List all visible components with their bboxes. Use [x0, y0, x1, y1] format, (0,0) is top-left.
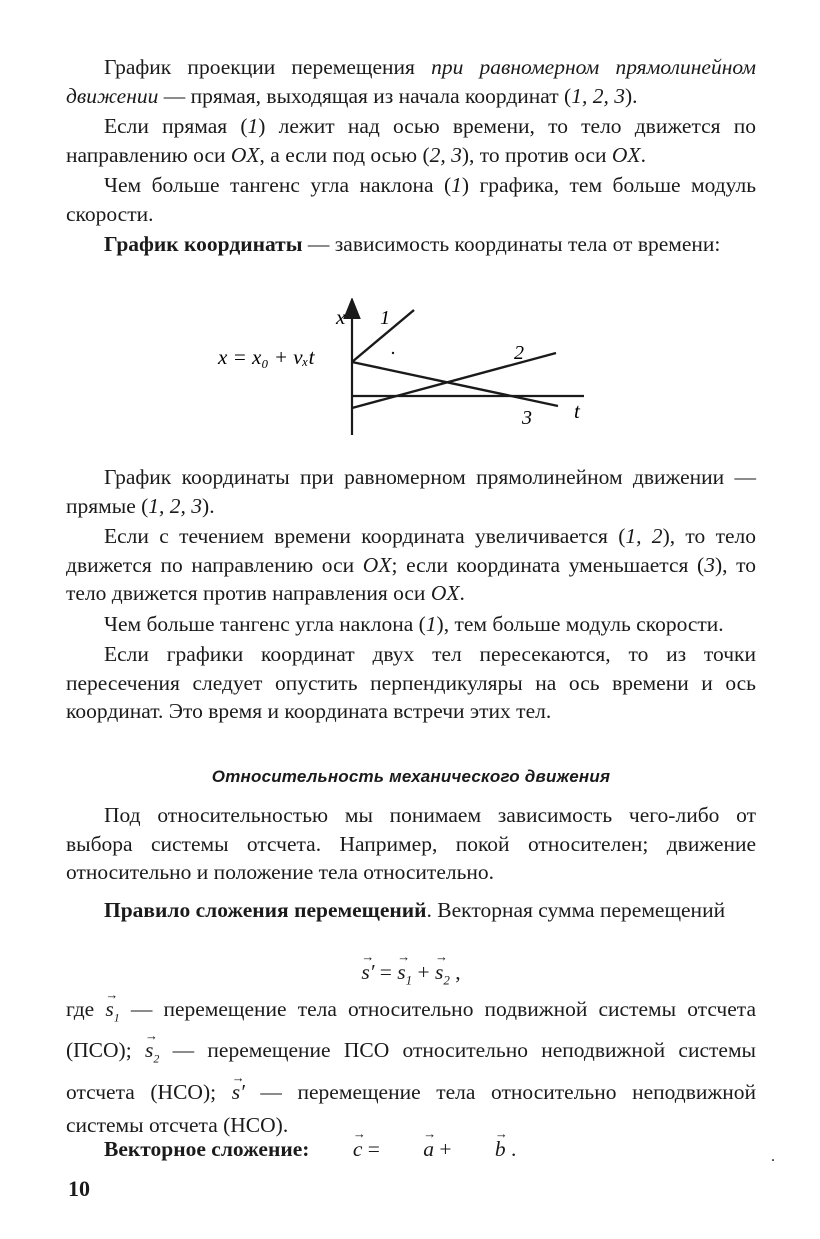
section-heading: Относительность механического движения [211, 767, 611, 786]
paragraph-coordinate-increase: Если с течением времени координата увеличивается (1, 2), то тело движется по направлению оси OX; если координата уменьшается (3), то тело движется против направления оси OX. [66, 524, 757, 605]
graph-equation: x = x₀ + vₓt [218, 345, 315, 369]
coordinate-time-graph [200, 298, 600, 448]
stray-dot: . [771, 1148, 775, 1165]
axis-label-t: t [574, 399, 580, 423]
text-block-vector-addition [66, 1135, 756, 1164]
paragraph-displacement-graph: График проекции перемещения при равномерном прямолинейном движении — прямая, выходящая из начала координат (1, 2, 3). [66, 55, 757, 108]
paragraph-line-above-axis: Если прямая (1) лежит над осью времени, то тело движется по направлению оси OX, а если под осью (2, 3), то против оси OX. [66, 114, 756, 167]
axis-label-x: x [336, 305, 346, 329]
graph-dot [392, 352, 394, 354]
page-number: 10 [68, 1176, 90, 1201]
formula-displacement-sum: → s′ = → $s_1$ + → $s_2$ , [66, 958, 756, 995]
paragraph-vector-addition: Векторное сложение: → c = → a + → b . [66, 1135, 756, 1164]
line-label-2: 2 [514, 342, 524, 364]
line-label-3: 3 [522, 407, 532, 429]
paragraph-addition-rule: Правило сложения перемещений. Векторная сумма перемещений [104, 898, 726, 922]
paragraph-coordinate-lines: График координаты при равномерном прямолинейном движении — прямые (1, 2, 3). [66, 465, 756, 518]
paragraph-where: где → $s_1$ — перемещение тела относительно подвижной системы отсчета (ПСО); → $s_2$ — перемещение ПСО относительно неподвижной системы отсчета (НСО); → s′ — перемещение тела относительно неподвижной системы отсчета (НСО). [66, 993, 756, 1142]
line-label-1: 1 [380, 307, 390, 329]
text-block-relativity [66, 801, 756, 887]
paragraph-intersection: Если графики координат двух тел пересекаются, то из точки пересечения следует опустить перпендикуляры на ось времени и ось координат. Это время и координата встречи этих тел. [66, 642, 756, 723]
paragraph-coordinate-graph-def: График координаты — зависимость координаты тела от времени: [104, 232, 721, 256]
text-block-addition-rule [66, 896, 756, 925]
paragraph-tangent-slope: Чем больше тангенс угла наклона (1) графика, тем больше модуль скорости. [66, 173, 757, 226]
text-block-top [66, 53, 756, 259]
text-block-middle [66, 463, 756, 726]
paragraph-tangent-speed: Чем больше тангенс угла наклона (1), тем больше модуль скорости. [104, 611, 724, 636]
paragraph-relativity: Под относительностью мы понимаем зависимость чего-либо от выбора системы отсчета. Например, покой относителен; движение относительно и положение тела относительно. [66, 803, 756, 884]
